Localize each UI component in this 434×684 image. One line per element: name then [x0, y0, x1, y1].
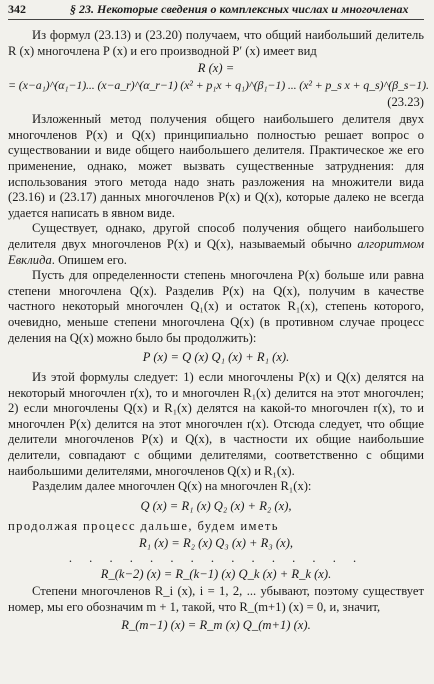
header-rule — [8, 19, 424, 20]
equation-R-rhs: = (x−a₁)^(α₁−1)... (x−a_r)^(α_r−1) (x² + p₁x + q₁)^(β₁−1) ... (x² + p_s x + q_s)^(β_s−1). — [8, 78, 429, 93]
paragraph-3 — [8, 221, 424, 268]
paragraph-4: Пусть для определенности степень многочлена P(x) больше или равна степени многочлена Q(x). Разделив P(x) на Q(x), получим в качестве частного некоторый многочлен Q₁(x) и остаток R₁(x), степень которого, очевидно, меньше степени многочлена Q(x) (в противном случае процесс деления на Q(x) можно было бы продолжить): — [8, 268, 424, 345]
paragraph-3-end: . Опишем его. — [51, 252, 127, 267]
page-number: 342 — [8, 2, 26, 16]
equation-5: R_(m−1) (x) = R_m (x) Q_(m+1) (x). — [121, 617, 311, 632]
equation-4: R_(k−2) (x) = R_(k−1) (x) Q_k (x) + R_k (x). — [100, 567, 332, 582]
equation-R-lhs: R (x) = — [197, 61, 235, 76]
paragraph-8: Степени многочленов R_i (x), i = 1, 2, ... убывают, поэтому существует номер, мы его обозначим m + 1, такой, что R_(m+1) (x) = 0, и, значит, — [8, 584, 424, 615]
page-header — [8, 2, 424, 18]
paragraph-5: Из этой формулы следует: 1) если многочлены P(x) и Q(x) делятся на некоторый многочлен r(x), то и многочлен R₁(x) делится на этот многочлен; 2) если многочлены Q(x) и R₁(x) делятся на какой-то многочлен r(x), то и многочлен P(x) делится на этот многочлен r(x). Отсюда следует, что общие делители многочленов P(x) и Q(x), в частности их общие наибольшие делители, совпадают с общими делителями, соответственно с общими наибольшими делителями, многочленов Q(x) и R₁(x). — [8, 370, 424, 478]
equation-number — [8, 95, 424, 110]
running-title: § 23. Некоторые сведения о комплексных числах и многочленах — [70, 2, 409, 16]
paragraph-6: Разделим далее многочлен Q(x) на многочлен R₁(x): — [32, 479, 312, 494]
euclid-algorithm-term: алгоритмом Евклида — [8, 236, 424, 267]
equation-1: P (x) = Q (x) Q₁ (x) + R₁ (x). — [142, 350, 290, 365]
paragraph-1: Из формул (23.13) и (23.20) получаем, что общий наибольший делитель R (x) многочлена P (x) и его производной P′ (x) имеет вид — [8, 28, 424, 58]
paragraph-7-text: продолжая процесс дальше, будем иметь — [8, 518, 279, 533]
page-body — [8, 28, 429, 635]
paragraph-7 — [8, 519, 424, 535]
equation-dots: . . . . . . . . . . . . . . . — [68, 551, 364, 566]
equation-3: R₁ (x) = R₂ (x) Q₃ (x) + R₃ (x), — [138, 536, 294, 551]
paragraph-3-start: Существует, однако, другой способ получения общего наибольшего делителя двух многочленов P(x) и Q(x), называемый обычно — [8, 221, 424, 251]
equation-tag: (23.23) — [387, 95, 424, 110]
paragraph-2: Изложенный метод получения общего наибольшего делителя двух многочленов P(x) и Q(x) принципиально полностью решает вопрос о существовании и виде общего наибольшего делителя. Практическое же его применение, однако, может вызвать существенные затруднения: для использования этого метода надо знать разложения на множители вида (23.16) и (23.17) данных многочленов P(x) и Q(x), которые далеко не всегда удается написать в явном виде. — [8, 112, 424, 220]
equation-2: Q (x) = R₁ (x) Q₂ (x) + R₂ (x), — [140, 498, 292, 513]
